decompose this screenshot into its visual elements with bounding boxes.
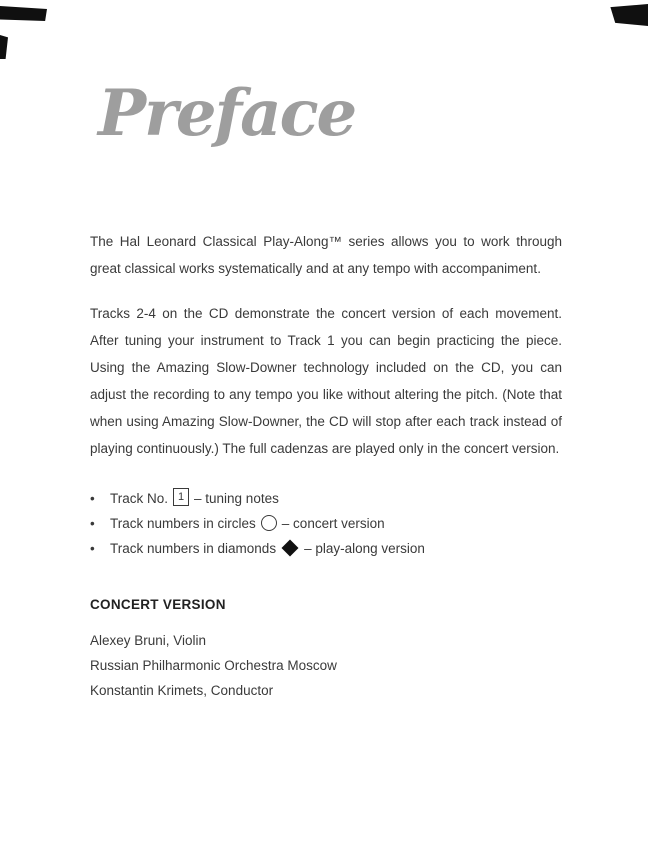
circle-track-icon <box>261 515 277 531</box>
boxed-track-number-icon: 1 <box>173 488 189 506</box>
list-item <box>90 511 562 536</box>
bullet-text-post: – concert version <box>281 516 385 531</box>
list-item <box>90 536 562 561</box>
scan-artifact-top-left <box>0 6 47 21</box>
bullet-icon: • <box>90 541 95 556</box>
credit-conductor: Konstantin Krimets, Conductor <box>90 683 274 698</box>
page-content <box>90 228 562 703</box>
bullet-icon: • <box>90 516 95 531</box>
page-title: Preface <box>98 76 356 151</box>
bullet-text-post: – play-along version <box>304 541 425 556</box>
list-item <box>90 486 562 511</box>
bullet-icon: • <box>90 491 95 506</box>
bullet-list <box>90 486 562 561</box>
diamond-track-icon <box>282 539 299 556</box>
bullet-text-pre: Track No. <box>110 491 169 506</box>
intro-paragraph: The Hal Leonard Classical Play-Along™ series allows you to work through great classical works systematically and at any tempo with accompaniment. <box>90 234 562 276</box>
concert-version-section <box>90 591 562 703</box>
bullet-text-pre: Track numbers in circles <box>110 516 256 531</box>
scan-artifact-top-right <box>608 4 648 26</box>
scan-artifact-left-edge <box>0 35 8 59</box>
concert-version-heading: CONCERT VERSION <box>90 597 226 612</box>
credit-orchestra: Russian Philharmonic Orchestra Moscow <box>90 658 337 673</box>
credit-soloist: Alexey Bruni, Violin <box>90 633 207 648</box>
bullet-text-post: – tuning notes <box>194 491 279 506</box>
bullet-text-pre: Track numbers in diamonds <box>110 541 277 556</box>
tracks-paragraph: Tracks 2-4 on the CD demonstrate the concert version of each movement. After tuning your instrument to Track 1 you can begin practicing the piece. Using the Amazing Slow-Downer technology included on the CD, you can adjust the recording to any tempo you like without altering the pitch. (Note that when using Amazing Slow-Downer, the CD will stop after each track instead of playing continuously.) The full cadenzas are played only in the concert version. <box>90 306 562 456</box>
